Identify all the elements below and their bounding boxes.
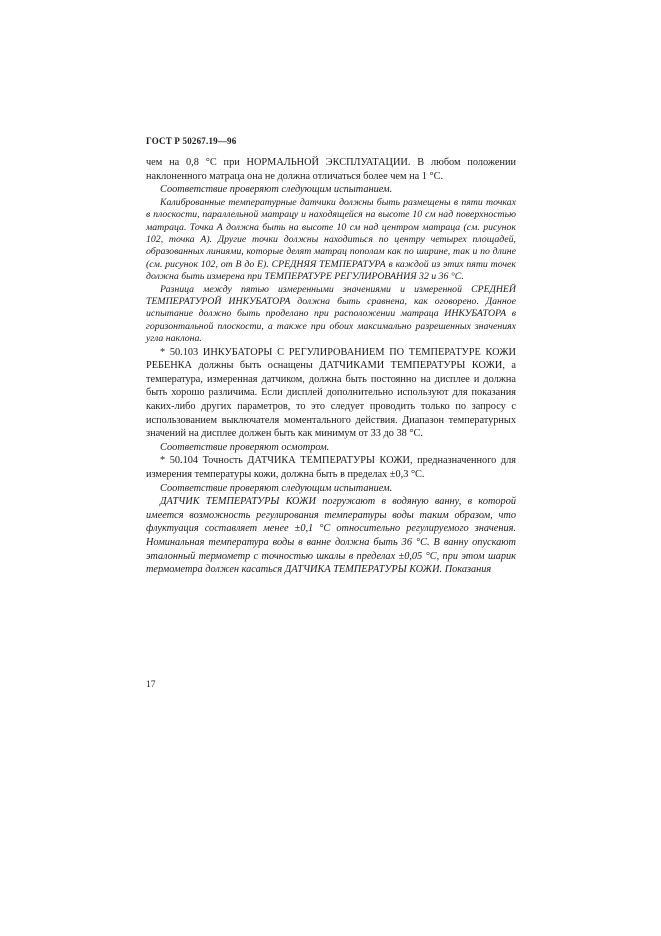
paragraph-sensor-placement: Калиброванные температурные датчики должны быть размещены в пяти точках в плоскости, параллельной матрацу и находящейся на высоте 10 см над поверхностью матраца. Точка А должна быть на высоте 10 см над центром матраца (см. рисунок 102, точка А). Другие точки должны находиться по центру четырех площадей, образованных линиями, которые делят матрац пополам как по ширине, так и по длине (см. рисунок 102, от В до Е). СРЕДНЯЯ ТЕМПЕРАТУРА в каждой из этих пяти точек должна быть измерена при ТЕМПЕРАТУРЕ РЕГУЛИРОВАНИЯ 32 и 36 °С. — [146, 196, 516, 283]
paragraph-clause-50-103: * 50.103 ИНКУБАТОРЫ С РЕГУЛИРОВАНИЕМ ПО ТЕМПЕРАТУРЕ КОЖИ РЕБЕНКА должны быть оснащены ДАТЧИКАМИ ТЕМПЕРАТУРЫ КОЖИ, а температура, измеренная датчиком, должна быть постоянно на дисплее и должна быть хорошо различима. Если дисплей дополнительно используют для показания каких-либо других параметров, то это следует проводить только по запросу с использованием выключателя моментального действия. Диапазон температурных значений на дисплее должен быть как минимум от 33 до 38 °С. — [146, 346, 516, 440]
paragraph-water-bath: ДАТЧИК ТЕМПЕРАТУРЫ КОЖИ погружают в водяную ванну, в которой имеется возможность регулирования температуры воды таким образом, что флуктуация составляет менее ±0,1 °С относительно регулируемого значения. Номинальная температура воды в ванне должна быть 36 °С. В ванну опускают эталонный термометр с точностью шкалы в пределах ±0,05 °С, при этом шарик термометра должен касаться ДАТЧИКА ТЕМПЕРАТУРЫ КОЖИ. Показания — [146, 496, 516, 576]
paragraph-test-note: Соответствие проверяют следующим испытанием. — [160, 184, 393, 196]
paragraph-test-note-2: Соответствие проверяют следующим испытанием. — [160, 482, 393, 494]
paragraph-continuation: чем на 0,8 °С при НОРМАЛЬНОЙ ЭКСПЛУАТАЦИИ. В любом положении наклоненного матраца она не должна отличаться более чем на 1 °С. — [146, 157, 516, 182]
paragraph-difference: Разница между пятью измеренными значениями и измеренной СРЕДНЕЙ ТЕМПЕРАТУРОЙ ИНКУБАТОРА должна быть сравнена, как оговорено. Данное испытание должно быть проделано при расположении матраца ИНКУБАТОРА в горизонтальной плоскости, а также при обоих максимально разрешенных значениях угла наклона. — [146, 283, 516, 345]
document-body — [146, 156, 516, 577]
paragraph-inspection-note: Соответствие проверяют осмотром. — [160, 441, 330, 453]
standard-header: ГОСТ Р 50267.19—96 — [146, 136, 237, 146]
paragraph-clause-50-104: * 50.104 Точность ДАТЧИКА ТЕМПЕРАТУРЫ КОЖИ, предназначенного для измерения температуры кожи, должна быть в пределах ±0,3 °С. — [146, 455, 516, 480]
page-number: 17 — [146, 680, 156, 690]
